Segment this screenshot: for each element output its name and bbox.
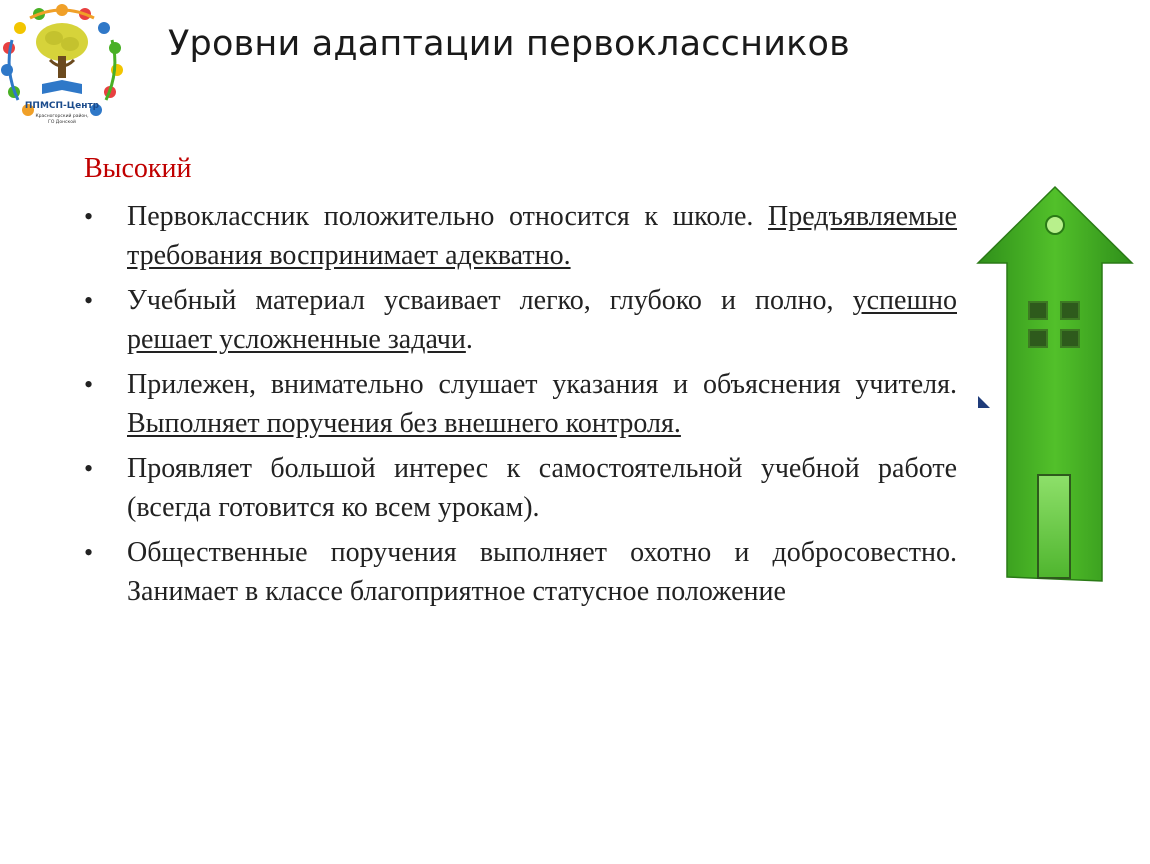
svg-text:ППМСП-Центр: ППМСП-Центр (24, 101, 100, 111)
bullet-icon: • (84, 538, 94, 567)
svg-text:ГО Донской: ГО Донской (48, 120, 76, 125)
ppmsp-center-logo-icon (0, 0, 125, 135)
description-list (84, 197, 957, 617)
green-house-arrow-icon (975, 185, 1135, 585)
svg-text:Красногорский район,: Красногорский район, (35, 114, 89, 119)
list-item: • Проявляет большой интерес к самостоятельной учебной работе (всегда готовится ко всем урокам). (84, 449, 957, 527)
bullet-icon: • (84, 286, 94, 315)
bullet-icon: • (84, 454, 94, 483)
list-item: • Прилежен, внимательно слушает указания и объяснения учителя. Выполняет поручения без внешнего контроля. (84, 365, 957, 443)
bullet-icon: • (84, 370, 94, 399)
bullet-icon: • (84, 202, 94, 231)
list-item: • Учебный материал усваивает легко, глубоко и полно, успешно решает усложненные задачи. (84, 281, 957, 359)
list-item: • Первоклассник положительно относится к школе. Предъявляемые требования воспринимает адекватно. (84, 197, 957, 275)
slide-title: Уровни адаптации первоклассников (168, 24, 850, 64)
list-item: • Общественные поручения выполняет охотно и добросовестно. Занимает в классе благоприятное статусное положение (84, 533, 957, 611)
level-label: Высокий (84, 153, 192, 184)
